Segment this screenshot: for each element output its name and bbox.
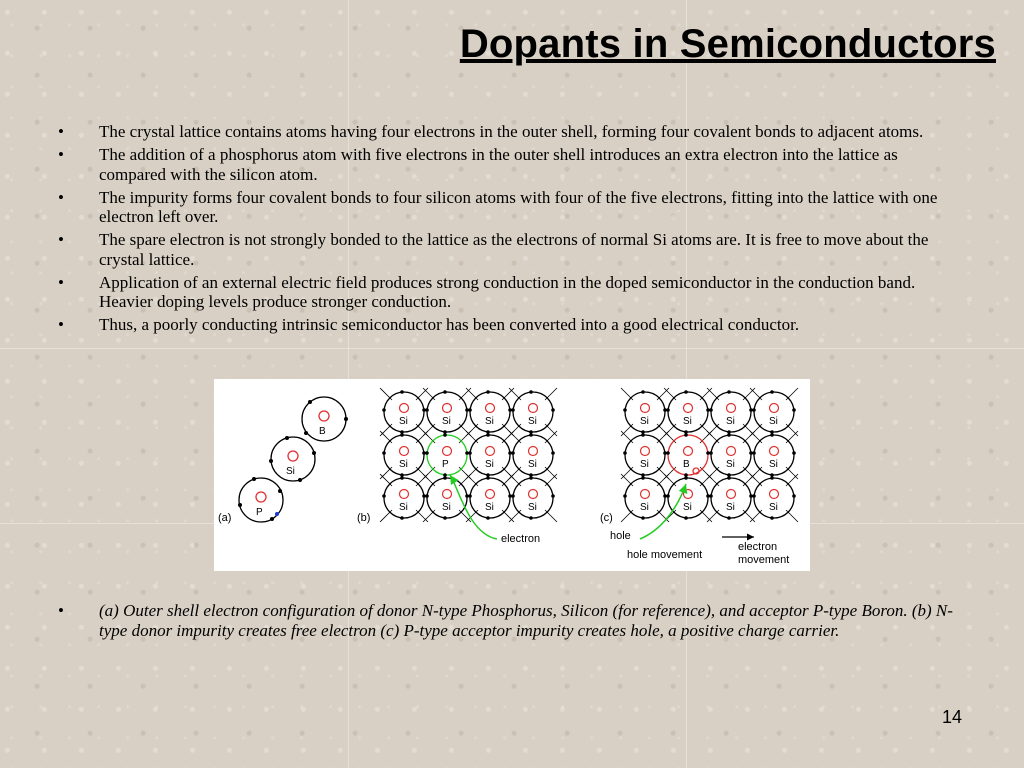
electron-dot: [278, 489, 282, 493]
atom-symbol: Si: [399, 459, 408, 470]
dopant-symbol: P: [442, 459, 449, 470]
atom-nucleus: [486, 490, 495, 499]
atom-symbol: Si: [640, 416, 649, 427]
electron-dot: [425, 451, 429, 455]
bullet-symbol: •: [58, 315, 64, 334]
electron-dot: [238, 503, 242, 507]
atom-symbol: Si: [769, 459, 778, 470]
electron-dot: [529, 433, 533, 437]
electron-dot: [468, 494, 472, 498]
atom-symbol: Si: [399, 416, 408, 427]
atom-symbol: Si: [683, 416, 692, 427]
atom-nucleus: [684, 404, 693, 413]
slide-title: Dopants in Semiconductors: [459, 22, 996, 66]
electron-dot: [551, 494, 555, 498]
boron-symbol: B: [319, 426, 326, 437]
bullet-item: [58, 315, 968, 335]
electron-dot: [529, 516, 533, 520]
electron-dot: [641, 433, 645, 437]
bullet-item: [58, 122, 968, 142]
electron-dot: [684, 476, 688, 480]
electron-dot: [770, 476, 774, 480]
atom-symbol: Si: [528, 459, 537, 470]
electron-dot: [486, 476, 490, 480]
atom-symbol: Si: [442, 416, 451, 427]
extra-electron-dot: [275, 512, 279, 516]
bullet-symbol: •: [58, 601, 64, 620]
electron-dot: [684, 433, 688, 437]
electron-dot: [382, 451, 386, 455]
atom-nucleus: [486, 404, 495, 413]
bullet-symbol: •: [58, 122, 64, 141]
electron-dot: [684, 516, 688, 520]
electron-dot: [443, 516, 447, 520]
atom-nucleus: [529, 490, 538, 499]
electron-dot: [792, 408, 796, 412]
atom-nucleus: [486, 447, 495, 456]
electron-dot: [770, 433, 774, 437]
atom-symbol: Si: [769, 416, 778, 427]
caption-text: (a) Outer shell electron configuration of donor N-type Phosphorus, Silicon (for reference), and acceptor P-type Boron. (b) N-type donor impurity creates free electron (c) P-type acceptor impurity creates hole, a positive charge carrier.: [99, 601, 953, 640]
electron-dot: [400, 516, 404, 520]
boron-nucleus: [319, 411, 329, 421]
electron-dot: [792, 451, 796, 455]
bullet-symbol: •: [58, 187, 64, 207]
electron-dot: [684, 390, 688, 394]
electron-dot: [666, 451, 670, 455]
atom-nucleus: [641, 404, 650, 413]
electron-dot: [727, 516, 731, 520]
electron-dot: [641, 390, 645, 394]
electron-dot: [666, 408, 670, 412]
electron-dot: [623, 494, 627, 498]
dopant-symbol: B: [683, 459, 690, 470]
page-number: 14: [941, 707, 962, 727]
electron-dot: [792, 494, 796, 498]
electron-dot: [486, 516, 490, 520]
electron-dot: [752, 494, 756, 498]
atom-nucleus: [443, 490, 452, 499]
atom-symbol: Si: [399, 502, 408, 513]
electron-dot: [752, 408, 756, 412]
dopant-diagram: [214, 379, 810, 571]
bullet-text: The addition of a phosphorus atom with five electrons in the outer shell introduces an extra electron into the lattice as compared with the silicon atom.: [99, 145, 898, 184]
electron-dot: [425, 408, 429, 412]
atom-symbol: Si: [442, 502, 451, 513]
atom-nucleus: [684, 447, 693, 456]
bullet-symbol: •: [58, 230, 64, 249]
electron-dot: [666, 494, 670, 498]
atom-nucleus: [727, 404, 736, 413]
electron-dot: [511, 408, 515, 412]
atom-nucleus: [770, 447, 779, 456]
electron-dot: [298, 478, 302, 482]
atom-nucleus: [443, 404, 452, 413]
bullet-item: [58, 188, 968, 227]
electron-dot: [382, 408, 386, 412]
electron-dot: [709, 451, 713, 455]
atom-nucleus: [770, 404, 779, 413]
electron-dot: [312, 451, 316, 455]
electron-dot: [486, 390, 490, 394]
electron-dot: [443, 390, 447, 394]
atom-nucleus: [529, 404, 538, 413]
bullet-item: [58, 273, 968, 312]
electron-dot: [344, 417, 348, 421]
phosphorus-symbol: P: [256, 507, 263, 518]
atom-nucleus: [684, 490, 693, 499]
atom-symbol: Si: [726, 502, 735, 513]
electron-dot: [727, 433, 731, 437]
electron-dot: [308, 400, 312, 404]
electron-movement-label: movement: [738, 554, 790, 566]
electron-dot: [727, 390, 731, 394]
atom-symbol: Si: [726, 416, 735, 427]
electron-dot: [770, 516, 774, 520]
bullet-text: Application of an external electric field produces strong conduction in the doped semiconductor in the conduction band. Heavier doping levels produce stronger conduction.: [99, 272, 916, 311]
electron-dot: [304, 431, 308, 435]
panel-b-label: (b): [357, 512, 371, 524]
hole-movement-label: hole movement: [627, 549, 703, 561]
electron-dot: [641, 516, 645, 520]
atom-symbol: Si: [528, 416, 537, 427]
atom-nucleus: [400, 447, 409, 456]
electron-dot: [511, 451, 515, 455]
atom-symbol: Si: [683, 502, 692, 513]
bullet-text: The spare electron is not strongly bonded to the lattice as the electrons of normal Si atoms are. It is free to move about the crystal lattice.: [99, 230, 929, 269]
atom-symbol: Si: [485, 416, 494, 427]
figure-caption: [58, 601, 968, 640]
electron-dot: [443, 476, 447, 480]
electron-dot: [468, 451, 472, 455]
atom-nucleus: [443, 447, 452, 456]
electron-dot: [770, 390, 774, 394]
atom-symbol: Si: [485, 459, 494, 470]
panel-c: [600, 388, 798, 566]
electron-dot: [641, 476, 645, 480]
electron-dot: [486, 433, 490, 437]
electron-dot: [382, 494, 386, 498]
atom-nucleus: [727, 490, 736, 499]
electron-dot: [443, 433, 447, 437]
atom-symbol: Si: [769, 502, 778, 513]
electron-dot: [400, 433, 404, 437]
hole-label: hole: [610, 530, 631, 542]
electron-dot: [425, 494, 429, 498]
electron-dot: [269, 459, 273, 463]
atom-nucleus: [727, 447, 736, 456]
atom-symbol: Si: [640, 459, 649, 470]
electron-dot: [529, 476, 533, 480]
panel-a: [218, 397, 348, 524]
bullet-text: The crystal lattice contains atoms having four electrons in the outer shell, forming four covalent bonds to adjacent atoms.: [99, 122, 924, 141]
bullet-symbol: •: [58, 272, 64, 292]
electron-dot: [551, 451, 555, 455]
electron-dot: [511, 494, 515, 498]
electron-dot: [270, 517, 274, 521]
electron-dot: [400, 476, 404, 480]
electron-dot: [709, 408, 713, 412]
electron-dot: [468, 408, 472, 412]
electron-dot: [709, 494, 713, 498]
atom-symbol: Si: [640, 502, 649, 513]
bullet-text: Thus, a poorly conducting intrinsic semiconductor has been converted into a good electrical conductor.: [99, 315, 800, 334]
silicon-nucleus: [288, 451, 298, 461]
electron-dot: [551, 408, 555, 412]
bullet-text: The impurity forms four covalent bonds to four silicon atoms with four of the five electrons, fitting into the lattice with one electron left over.: [99, 187, 938, 226]
electron-dot: [529, 390, 533, 394]
panel-c-label: (c): [600, 512, 613, 524]
lattice-grid: [621, 388, 798, 522]
electron-dot: [752, 451, 756, 455]
electron-movement-label: electron: [738, 541, 778, 553]
electron-dot: [400, 390, 404, 394]
atom-nucleus: [641, 447, 650, 456]
atom-nucleus: [529, 447, 538, 456]
panel-a-label: (a): [218, 512, 232, 524]
atom-nucleus: [400, 490, 409, 499]
bullet-symbol: •: [58, 145, 64, 164]
bullet-item: [58, 230, 968, 269]
phosphorus-nucleus: [256, 492, 266, 502]
electron-dot: [252, 477, 256, 481]
atom-symbol: Si: [528, 502, 537, 513]
atom-nucleus: [400, 404, 409, 413]
dopant-diagram-svg: [214, 379, 810, 571]
electron-dot: [623, 408, 627, 412]
silicon-symbol: Si: [286, 466, 295, 477]
atom-symbol: Si: [726, 459, 735, 470]
panel-b: [357, 388, 557, 545]
electron-dot: [285, 436, 289, 440]
electron-dot: [623, 451, 627, 455]
atom-nucleus: [641, 490, 650, 499]
lattice-grid: [380, 388, 557, 522]
bullet-item: [58, 145, 968, 184]
electron-label: electron: [501, 533, 541, 545]
atom-nucleus: [770, 490, 779, 499]
bullet-list: [58, 122, 968, 338]
background-line: [0, 348, 1024, 349]
atom-symbol: Si: [485, 502, 494, 513]
electron-dot: [727, 476, 731, 480]
